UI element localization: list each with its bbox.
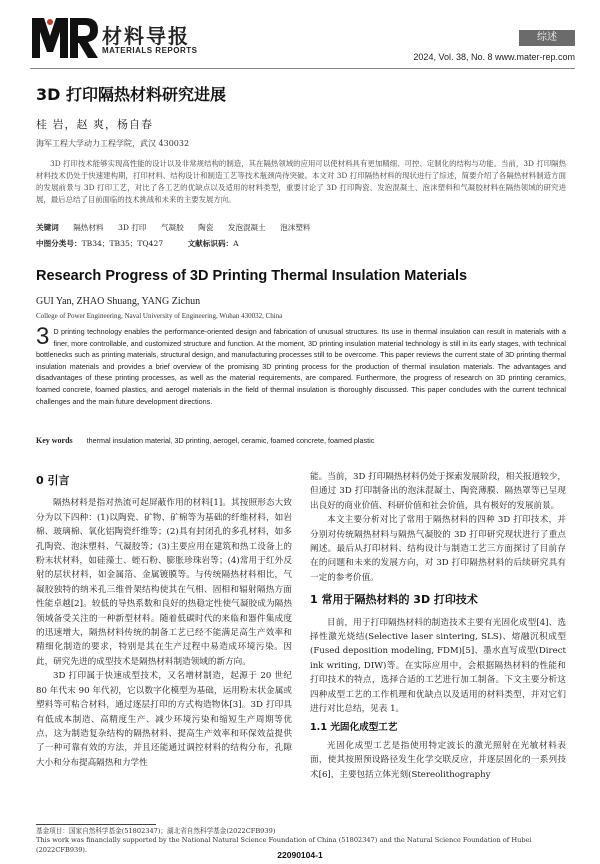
clc-value: TB34；TB35；TQ427 xyxy=(81,239,164,248)
funding-footnote-cn: 基金项目：国家自然科学基金(51802347)；湖北省自然科学基金(2022CFB939) xyxy=(36,827,276,835)
body-right-column xyxy=(310,470,566,782)
affiliation-cn: 海军工程大学动力工程学院，武汉 430032 xyxy=(36,139,190,148)
doc-code-label: 文献标识码： xyxy=(187,239,234,248)
body-paragraph: 本文主要分析对比了常用于隔热材料的四种 3D 打印技术，并分别对传统隔热材料与隔热气凝胶的 3D 打印研究现状进行了重点阐述。最后从打印材料、结构设计与制造工艺三方面探讨了目前存在的问题和未来的发展方向，对 3D 打印隔热材料的后续研究具有一定的参考价值。 xyxy=(310,515,566,583)
keywords-cn xyxy=(36,222,323,233)
keywords-en-list: thermal insulation material, 3D printing, aerogel, ceramic, foamed concrete, foamed plastic xyxy=(86,436,375,445)
volume-info: 2024, Vol. 38, No. 8 www.mater-rep.com xyxy=(413,52,575,62)
classification-row xyxy=(36,238,239,249)
section-badge: 综述 xyxy=(519,30,575,46)
body-paragraph: 能。当前，3D 打印隔热材料仍处于探索发展阶段，相关报道较少，但通过 3D 打印制备出的泡沫混凝土、陶瓷薄膜、隔热罩等已呈现出良好的商业价值、科研价值和社会价值，具有极好的发展前景。 xyxy=(310,472,566,511)
affiliation-en: College of Power Engineering, Naval University of Engineering, Wuhan 430032, China xyxy=(36,312,283,320)
page-number: 22090104-1 xyxy=(277,850,323,860)
keywords-en xyxy=(36,436,374,445)
body-paragraph: 隔热材料是指对热流可起屏蔽作用的材料[1]。其按照形态大致分为以下四种：(1)以陶瓷、矿物、矿棉等为基础的纤维材料，如岩棉、玻璃棉、氧化铝陶瓷纤维等；(2)具有封闭孔的多孔材料，如多孔陶瓷、泡沫塑料、气凝胶等；(3)主要应用在建筑和热工设备上的粉末状材料，如硅藻土、蛭石粉、膨胀珍珠岩等；(4)常用于红外反射的层状材料，如金属箔、金属镀膜等。与传统隔热材料相比，气凝胶独特的纳米孔三维骨架结构使其在气相、固相和辐射隔热方面性能卓越[2]。较低的导热系数和良好的热稳定性使气凝胶成为隔热领域备受关注的一种新型材料。随着低碳时代的来临和器件集成度的迅速增大，隔热材料传统的制备工艺已经不能满足高生产效率和精细化制造的要求，特别是其在生产过程中易造成环境污染。因此，研究先进的成型技术是隔热材料制造领域的新方向。 xyxy=(36,498,292,667)
body-paragraph: 目前，用于打印隔热材料的制造技术主要有光固化成型[4]、选择性激光烧结(Selective laser sintering, SLS)、熔融沉积成型(Fused deposition modeling, FDM)[5]、墨水直写成型(Direct ink writing, DIW)等。在实际应用中，会根据隔热材料的性能和打印技术的特点，选择合适的工艺进行加工制备。下文主要分析这四种成型工艺的工作机理和优缺点以及适用的材料类型，并对它们进行对比总结，见表 1。 xyxy=(310,617,566,715)
journal-logo-icon xyxy=(30,14,100,62)
subsection-heading-1-1: 1.1 光固化成型工艺 xyxy=(310,721,398,733)
keywords-en-label: Key words xyxy=(36,436,73,445)
section-heading-introduction: 0 引言 xyxy=(36,474,70,487)
keyword-cn: 泡沫塑料 xyxy=(280,223,311,232)
clc-label: 中图分类号： xyxy=(36,239,82,248)
authors-cn: 桂 岩，赵 爽，杨自春 xyxy=(36,118,153,131)
header-divider xyxy=(30,68,575,69)
body-paragraph: 3D 打印属于快速成型技术，又名增材制造，起源于 20 世纪 80 年代末 90 年代初，它以数字化模型为基础，运用粉末状金属或塑料等可粘合材料，通过逐层打印的方式构造物体[3]。3D 打印具有低成本制造、高精度生产、减少环境污染和缩短生产周期等优点，这为制造复杂结构的隔热材料、提高生产效率和环保效益提供了一种可靠有效的方法，并且还能通过调控材料的结构分布，孔隙大小和分布提高隔热和力学性 xyxy=(36,671,292,768)
abstract-dropcap: 3 xyxy=(36,323,50,350)
abstract-en xyxy=(36,323,566,407)
journal-name-cn: 材料导报 xyxy=(102,24,190,48)
keywords-cn-label: 关键词 xyxy=(36,223,59,232)
keyword-cn: 3D 打印 xyxy=(118,223,147,232)
keyword-cn: 陶瓷 xyxy=(198,223,214,232)
section-heading-1: 1 常用于隔热材料的 3D 打印技术 xyxy=(310,593,478,607)
body-paragraph: 光固化成型工艺是指使用特定波长的激光照射在光敏材料表面，使其按照预设路径发生化学交联反应，并逐层固化的一系列技术[6]，主要包括立体光刻(Stereolithography xyxy=(310,740,566,780)
article-title-en: Research Progress of 3D Printing Thermal Insulation Materials xyxy=(36,268,468,284)
body-left-column xyxy=(36,470,292,770)
keyword-cn: 隔热材料 xyxy=(73,223,104,232)
article-title-cn: 3D 打印隔热材料研究进展 xyxy=(36,85,226,104)
keyword-cn: 气凝胶 xyxy=(160,223,184,232)
journal-header xyxy=(30,14,575,66)
authors-en: GUI Yan, ZHAO Shuang, YANG Zichun xyxy=(36,296,201,307)
keyword-cn: 发泡混凝土 xyxy=(227,223,266,232)
abstract-en-text: D printing technology enables the performance-oriented design and fabrication of unusual structures. Its use in thermal insulation can result in materials with a finer, more controllable, and customized structure and function. At the moment, 3D printing insulation material technology is still in its early stages, with technical bottlenecks such as printing materials, structural design, and manufacturing processes still to be overcome. This paper reviews the current state of 3D printing thermal insulation materials and provides a brief overview of the promising 3D printing process for the production of thermal insulation materials. The advantages and disadvantages of these printing processes, as well as the material requirements, are compared. Furthermore, the progress of research on 3D printing ceramics, foamed concrete, foamed plastics, and aerogel materials in the field of thermal insulation is thoroughly discussed. This paper concludes with the current technical challenges and the main future development directions. xyxy=(36,327,566,406)
footnote-divider xyxy=(36,824,156,825)
funding-footnote-en: This work was financially supported by the National Natural Science Foundation of China (51802347) and the Natural Science Foundation of Hubei (2022CFB939). xyxy=(36,836,532,854)
journal-name-en: MATERIALS REPORTS xyxy=(102,46,198,55)
abstract-cn: 3D 打印技术能够实现高性能的设计以及非常规结构的制造，其在隔热领域的应用可以使材料具有更加精细、可控、定制化的结构与功能。当前，3D 打印隔热材料技术仍处于快速建构期，打印材料、结构设计和制造工艺等技术瓶颈尚待突破。本文对 3D 打印隔热材料的现状进行了综述，简要介绍了各隔热材料制造方面的发展前景与 3D 打印工艺，对比了各工艺的优缺点以及适用的材料类型，重要讨论了 3D 打印陶瓷、发泡混凝土、泡沫塑料和气凝胶材料在隔热领域的研究进展，最后总结了目前面临的技术挑战和未来的主要发展方向。 xyxy=(36,159,566,204)
doc-code-value: A xyxy=(233,239,239,248)
